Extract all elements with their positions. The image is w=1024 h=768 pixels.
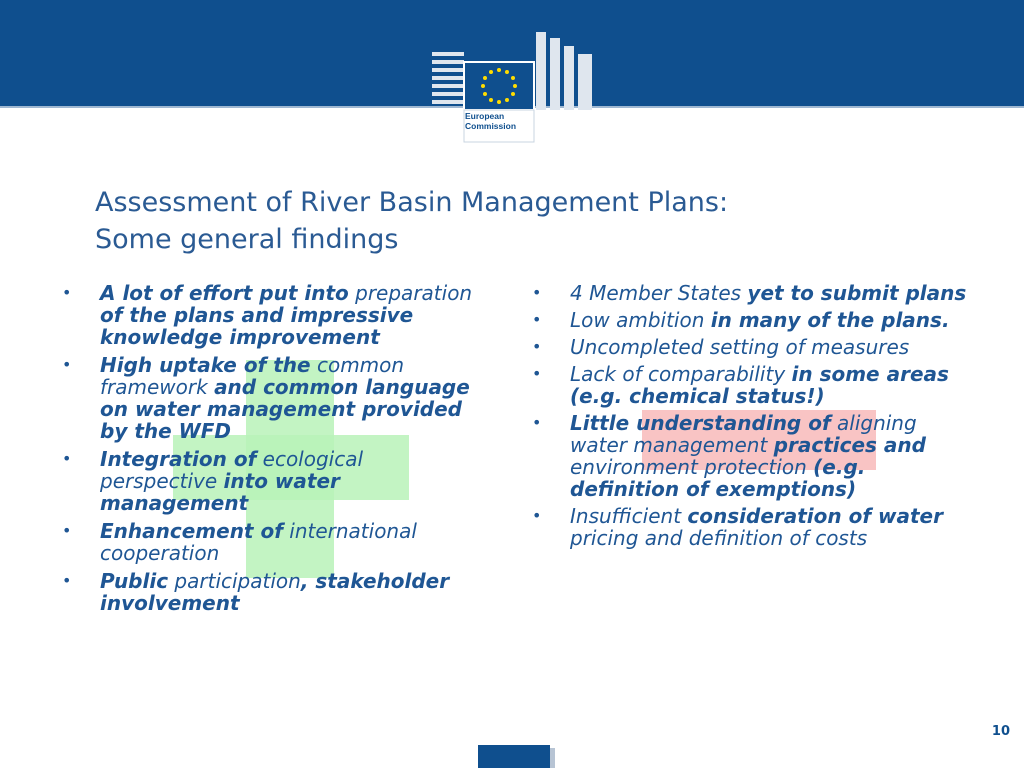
- footer-block-shadow: [550, 748, 555, 768]
- list-item-text: Uncompleted setting of measures: [570, 335, 910, 359]
- footer-block: [478, 745, 550, 768]
- bullet-icon: •: [532, 283, 542, 302]
- list-item: [532, 505, 972, 549]
- list-item: [62, 448, 482, 514]
- list-item-bold-text: consideration of water: [687, 504, 943, 528]
- list-item: [532, 282, 972, 304]
- list-item: [62, 354, 482, 442]
- list-item-bold-text: of the plans and impressive knowledge improvement: [100, 303, 414, 349]
- list-item: [532, 309, 972, 331]
- list-item-text: preparation: [348, 281, 473, 305]
- list-item-text: Insufficient: [570, 504, 688, 528]
- list-item-text: international cooperation: [100, 519, 417, 565]
- list-item-bold-text: in some areas (e.g. chemical status!): [570, 362, 949, 408]
- page-number: 10: [991, 724, 1010, 739]
- list-item: [62, 282, 482, 348]
- list-item-bold-text: (e.g. definition of exemptions): [570, 455, 866, 501]
- list-item-bold-text: , stakeholder involvement: [100, 569, 450, 615]
- list-item-bold-text: Enhancement of: [100, 519, 283, 543]
- bullet-icon: •: [532, 364, 542, 383]
- list-item-bold-text: Public: [100, 569, 169, 593]
- list-item-text: ecological perspective: [100, 447, 364, 493]
- list-item-bold-text: practices and: [773, 433, 926, 457]
- bullet-icon: •: [62, 283, 72, 302]
- list-item-bold-text: Little understanding of: [570, 411, 831, 435]
- bullet-icon: •: [532, 337, 542, 356]
- bullet-icon: •: [62, 521, 72, 540]
- negative-findings-list: [532, 282, 972, 554]
- list-item: [532, 363, 972, 407]
- list-item: [532, 412, 972, 500]
- positive-findings-list: [62, 282, 482, 620]
- list-item-bold-text: Integration of: [100, 447, 257, 471]
- logo-label-line1: European: [465, 111, 505, 121]
- bullet-icon: •: [532, 310, 542, 329]
- logo-label-line2: Commission: [465, 121, 517, 131]
- list-item-bold-text: and common language on water management provided by the WFD: [100, 375, 470, 443]
- list-item-bold-text: A lot of effort put into: [100, 281, 349, 305]
- logo-label: [465, 111, 535, 131]
- slide-title-line1: Assessment of River Basin Management Plans:: [95, 187, 729, 219]
- list-item: [62, 520, 482, 564]
- list-item-text: aligning water management: [570, 411, 917, 457]
- slide-title: [95, 184, 955, 258]
- list-item-bold-text: High uptake of the: [100, 353, 311, 377]
- list-item-text: common framework: [100, 353, 405, 399]
- bullet-icon: •: [62, 571, 72, 590]
- slide-title-line2: Some general findings: [95, 224, 399, 256]
- bullet-icon: •: [532, 413, 542, 432]
- list-item-bold-text: in many of the plans.: [710, 308, 950, 332]
- list-item-bold-text: into water management: [100, 469, 340, 515]
- list-item-text: participation: [168, 569, 301, 593]
- bullet-icon: •: [62, 355, 72, 374]
- list-item-text: 4 Member States: [570, 281, 748, 305]
- list-item-bold-text: yet to submit plans: [747, 281, 967, 305]
- list-item-text: environment protection: [570, 455, 814, 479]
- list-item: [62, 570, 482, 614]
- bullet-icon: •: [62, 449, 72, 468]
- bullet-icon: •: [532, 506, 542, 525]
- list-item: [532, 336, 972, 358]
- list-item-text: Lack of comparability: [570, 362, 792, 386]
- list-item-text: pricing and definition of costs: [570, 526, 868, 550]
- list-item-text: Low ambition: [570, 308, 711, 332]
